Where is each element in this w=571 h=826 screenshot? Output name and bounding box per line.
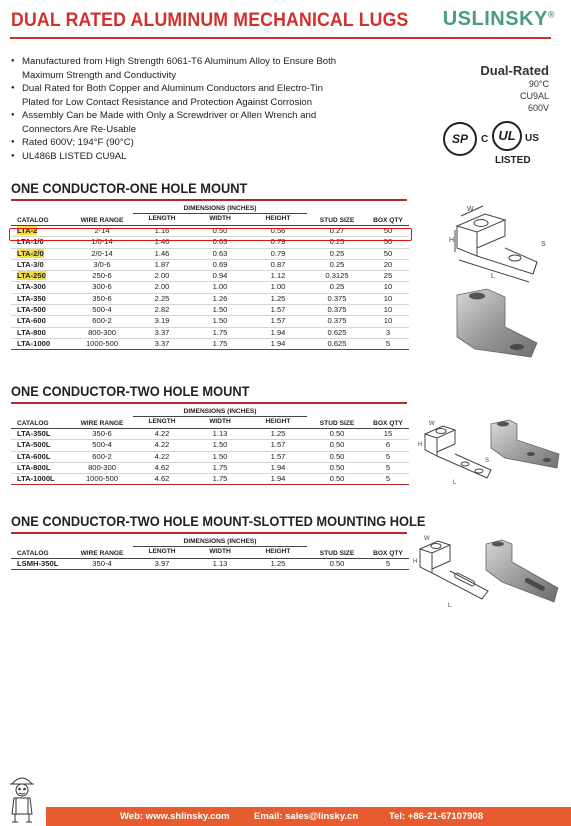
catalog-number: LTA-2/0 xyxy=(17,248,44,258)
col-dimensions: DIMENSIONS (INCHES) xyxy=(133,204,307,214)
length-value: 4.22 xyxy=(133,451,191,462)
us-mark: US xyxy=(525,133,539,144)
stud-size-value: 0.50 xyxy=(307,429,367,440)
catalog-number: LTA-600L xyxy=(11,451,71,462)
wire-range: 300-6 xyxy=(71,282,133,293)
registered-mark: ® xyxy=(547,9,555,20)
col-box-qty: BOX QTY xyxy=(367,204,409,226)
width-value: 1.50 xyxy=(191,305,249,316)
diagram-label-h: H xyxy=(413,559,418,565)
height-value: 1.94 xyxy=(249,462,307,473)
height-value: 1.25 xyxy=(249,293,307,304)
height-value: 0.87 xyxy=(249,259,307,270)
diagram-label-l: L xyxy=(448,603,452,609)
wire-range: 600-2 xyxy=(71,316,133,327)
wire-range: 600-2 xyxy=(71,451,133,462)
table-row[interactable] xyxy=(11,559,409,570)
diagram-label-h: H xyxy=(418,442,423,448)
page-title: DUAL RATED ALUMINUM MECHANICAL LUGS xyxy=(11,10,409,31)
listed-label: LISTED xyxy=(495,155,531,166)
catalog-number: LTA-500 xyxy=(11,305,71,316)
wire-range: 350-6 xyxy=(71,429,133,440)
wire-range: 350-6 xyxy=(71,293,133,304)
height-value: 1.25 xyxy=(249,559,307,570)
col-catalog: CATALOG xyxy=(11,204,71,226)
col-height: HEIGHT xyxy=(249,214,307,226)
catalog-number: LTA-350 xyxy=(11,293,71,304)
feature-item: ● Assembly Can be Made with Only a Screwdriver or Allen Wrench and Connectors Are Re-Usable xyxy=(11,109,341,136)
section-rule xyxy=(11,532,407,534)
section-title-slotted: ONE CONDUCTOR-TWO HOLE MOUNT-SLOTTED MOUNTING HOLE xyxy=(11,514,426,529)
catalog-number: LTA-500L xyxy=(11,440,71,451)
table-row[interactable] xyxy=(11,338,409,349)
col-wire-range: WIRE RANGE xyxy=(71,204,133,226)
certification-marks xyxy=(443,117,553,169)
height-value: 1.57 xyxy=(249,305,307,316)
length-value: 2.25 xyxy=(133,293,191,304)
selected-row-outline xyxy=(9,228,412,241)
two-hole-lug-diagram xyxy=(413,420,493,488)
box-qty-value: 3 xyxy=(367,327,409,338)
width-value: 1.50 xyxy=(191,316,249,327)
catalog-number: LTA-600 xyxy=(11,316,71,327)
stud-size-value: 0.50 xyxy=(307,474,367,485)
height-value: 1.57 xyxy=(249,440,307,451)
slotted-lug-photo xyxy=(480,538,562,612)
catalog-number: LTA-1000L xyxy=(11,474,71,485)
col-stud-size: STUD SIZE xyxy=(307,204,367,226)
ul-logo-icon: UL xyxy=(492,121,522,151)
box-qty-value: 5 xyxy=(367,559,409,570)
diagram-label-h: H xyxy=(449,237,455,244)
table-row[interactable] xyxy=(11,462,409,473)
length-value: 4.22 xyxy=(133,429,191,440)
wire-range: 500-4 xyxy=(71,440,133,451)
height-value: 1.57 xyxy=(249,451,307,462)
diagram-label-l: L xyxy=(491,273,495,280)
stud-size-value: 0.27 xyxy=(307,226,367,237)
col-catalog: CATALOG xyxy=(11,537,71,559)
width-value: 1.00 xyxy=(191,282,249,293)
table-row[interactable] xyxy=(11,293,409,304)
width-value: 1.13 xyxy=(191,559,249,570)
box-qty-value: 5 xyxy=(367,338,409,349)
height-value: 1.94 xyxy=(249,474,307,485)
stud-size-value: 0.375 xyxy=(307,305,367,316)
box-qty-value: 10 xyxy=(367,282,409,293)
width-value: 1.75 xyxy=(191,338,249,349)
width-value: 0.94 xyxy=(191,271,249,282)
table-row[interactable] xyxy=(11,440,409,451)
rating-material: CU9AL xyxy=(519,91,549,101)
worker-mascot-icon xyxy=(4,772,40,824)
section-title-one-hole: ONE CONDUCTOR-ONE HOLE MOUNT xyxy=(11,181,248,196)
width-value: 1.50 xyxy=(191,440,249,451)
box-qty-value: 50 xyxy=(367,237,409,248)
footer-web[interactable]: Web: www.shlinsky.com xyxy=(120,811,230,822)
catalog-number: LTA-1000 xyxy=(11,338,71,349)
width-value: 1.75 xyxy=(191,327,249,338)
rating-voltage: 600V xyxy=(527,103,549,113)
stud-size-value: 0.50 xyxy=(307,559,367,570)
length-value: 3.97 xyxy=(133,559,191,570)
wire-range: 350-4 xyxy=(71,559,133,570)
one-hole-lug-photo xyxy=(447,287,542,362)
height-value: 0.79 xyxy=(249,237,307,248)
catalog-number: LTA-250 xyxy=(17,271,46,281)
stud-size-value: 0.25 xyxy=(307,282,367,293)
height-value: 1.94 xyxy=(249,327,307,338)
col-stud-size: STUD SIZE xyxy=(307,407,367,429)
box-qty-value: 5 xyxy=(367,462,409,473)
table-row[interactable] xyxy=(11,248,409,259)
box-qty-value: 5 xyxy=(367,451,409,462)
stud-size-value: 0.625 xyxy=(307,338,367,349)
height-value: 1.57 xyxy=(249,316,307,327)
stud-size-value: 0.50 xyxy=(307,462,367,473)
col-dimensions: DIMENSIONS (INCHES) xyxy=(133,537,307,547)
height-value: 0.79 xyxy=(249,248,307,259)
width-value: 0.63 xyxy=(191,248,249,259)
stud-size-value: 0.25 xyxy=(307,248,367,259)
catalog-number: LTA-800L xyxy=(11,462,71,473)
col-length: LENGTH xyxy=(133,214,191,226)
box-qty-value: 10 xyxy=(367,293,409,304)
table-row[interactable] xyxy=(11,474,409,485)
rating-block xyxy=(480,63,549,114)
col-length: LENGTH xyxy=(133,417,191,429)
feature-item: ● UL486B LISTED CU9AL xyxy=(11,150,341,164)
c-mark: C xyxy=(481,134,489,145)
footer-contact-bar xyxy=(46,807,571,826)
wire-range: 3/0-6 xyxy=(71,259,133,270)
width-value: 0.63 xyxy=(191,237,249,248)
length-value: 3.37 xyxy=(133,327,191,338)
diagram-label-w: W xyxy=(424,536,430,542)
diagram-label-w: W xyxy=(429,421,435,427)
box-qty-value: 10 xyxy=(367,316,409,327)
col-dimensions: DIMENSIONS (INCHES) xyxy=(133,407,307,417)
length-value: 3.37 xyxy=(133,338,191,349)
box-qty-value: 15 xyxy=(367,429,409,440)
length-value: 1.16 xyxy=(133,226,191,237)
catalog-number: LTA-800 xyxy=(11,327,71,338)
slotted-rows xyxy=(11,559,409,570)
two-hole-lug-photo xyxy=(485,418,563,480)
stud-size-value: 0.50 xyxy=(307,440,367,451)
box-qty-value: 20 xyxy=(367,259,409,270)
col-height: HEIGHT xyxy=(249,417,307,429)
height-value: 1.12 xyxy=(249,271,307,282)
length-value: 1.46 xyxy=(133,237,191,248)
width-value: 1.13 xyxy=(191,429,249,440)
csa-logo-icon: SP xyxy=(443,122,477,156)
two-hole-mount-table xyxy=(11,407,409,485)
length-value: 4.62 xyxy=(133,462,191,473)
stud-size-value: 0.25 xyxy=(307,259,367,270)
height-value: 1.25 xyxy=(249,429,307,440)
table-row[interactable] xyxy=(11,327,409,338)
diagram-label-l: L xyxy=(453,480,457,486)
wire-range: 1/0-14 xyxy=(71,237,133,248)
stud-size-value: 0.3125 xyxy=(307,271,367,282)
wire-range: 800-300 xyxy=(71,327,133,338)
col-box-qty: BOX QTY xyxy=(367,537,409,559)
footer-email[interactable]: Email: sales@linsky.cn xyxy=(254,811,359,822)
table-row[interactable] xyxy=(11,316,409,327)
stud-size-value: 0.625 xyxy=(307,327,367,338)
catalog-number: LTA-350L xyxy=(11,429,71,440)
box-qty-value: 25 xyxy=(367,271,409,282)
stud-size-value: 0.50 xyxy=(307,451,367,462)
width-value: 0.69 xyxy=(191,259,249,270)
height-value: 1.94 xyxy=(249,338,307,349)
catalog-number: LTA-300 xyxy=(11,282,71,293)
feature-list xyxy=(11,55,341,163)
stud-size-value: 0.25 xyxy=(307,237,367,248)
one-hole-rows xyxy=(11,226,409,350)
catalog-number: LSMH-350L xyxy=(11,559,71,570)
col-width: WIDTH xyxy=(191,214,249,226)
col-box-qty: BOX QTY xyxy=(367,407,409,429)
width-value: 1.50 xyxy=(191,451,249,462)
stud-size-value: 0.375 xyxy=(307,316,367,327)
col-stud-size: STUD SIZE xyxy=(307,537,367,559)
length-value: 1.87 xyxy=(133,259,191,270)
height-value: 1.00 xyxy=(249,282,307,293)
wire-range: 800-300 xyxy=(71,462,133,473)
diagram-label-w: W xyxy=(467,206,474,213)
two-hole-rows xyxy=(11,429,409,485)
section-rule xyxy=(11,199,407,201)
wire-range: 500-4 xyxy=(71,305,133,316)
length-value: 4.62 xyxy=(133,474,191,485)
box-qty-value: 50 xyxy=(367,226,409,237)
box-qty-value: 6 xyxy=(367,440,409,451)
wire-range: 1000-500 xyxy=(71,474,133,485)
footer-tel[interactable]: Tel: +86-21-67107908 xyxy=(389,811,484,822)
length-value: 2.00 xyxy=(133,271,191,282)
table-row[interactable] xyxy=(11,259,409,270)
diagram-label-s: S xyxy=(541,241,546,248)
feature-item: ● Dual Rated for Both Copper and Aluminum Conductors and Electro-Tin Plated for Low Contact Resistance and Protection Against Corrosion xyxy=(11,82,341,109)
col-catalog: CATALOG xyxy=(11,407,71,429)
table-row[interactable] xyxy=(11,429,409,440)
height-value: 0.56 xyxy=(249,226,307,237)
col-length: LENGTH xyxy=(133,547,191,559)
col-width: WIDTH xyxy=(191,417,249,429)
length-value: 1.46 xyxy=(133,248,191,259)
box-qty-value: 50 xyxy=(367,248,409,259)
table-row[interactable] xyxy=(11,305,409,316)
width-value: 0.50 xyxy=(191,226,249,237)
wire-range: 1000-500 xyxy=(71,338,133,349)
table-row[interactable] xyxy=(11,282,409,293)
slotted-hole-table xyxy=(11,537,409,570)
col-wire-range: WIRE RANGE xyxy=(71,537,133,559)
length-value: 2.82 xyxy=(133,305,191,316)
one-hole-mount-table xyxy=(11,204,409,350)
feature-item: ● Rated 600V; 194°F (90°C) xyxy=(11,136,341,150)
feature-item: ● Manufactured from High Strength 6061-T6 Aluminum Alloy to Ensure Both Maximum Strength and Conductivity xyxy=(11,55,341,82)
box-qty-value: 5 xyxy=(367,474,409,485)
title-rule xyxy=(10,37,551,39)
width-value: 1.75 xyxy=(191,474,249,485)
rating-title: Dual-Rated xyxy=(480,63,549,78)
length-value: 3.19 xyxy=(133,316,191,327)
stud-size-value: 0.375 xyxy=(307,293,367,304)
col-width: WIDTH xyxy=(191,547,249,559)
catalog-number: LTA-1/0 xyxy=(11,237,71,248)
wire-range: 250-6 xyxy=(71,271,133,282)
catalog-number: LTA-3/0 xyxy=(11,259,71,270)
section-title-two-hole: ONE CONDUCTOR-TWO HOLE MOUNT xyxy=(11,384,250,399)
section-rule xyxy=(11,402,407,404)
table-row[interactable] xyxy=(11,451,409,462)
table-row[interactable] xyxy=(11,271,409,282)
one-hole-lug-diagram xyxy=(437,196,557,286)
wire-range: 2/0-14 xyxy=(71,248,133,259)
rating-temperature: 90°C xyxy=(528,79,549,89)
brand-name: USLINSKY xyxy=(442,8,548,30)
width-value: 1.26 xyxy=(191,293,249,304)
length-value: 4.22 xyxy=(133,440,191,451)
width-value: 1.75 xyxy=(191,462,249,473)
catalog-number: LTA-2 xyxy=(17,226,38,235)
col-height: HEIGHT xyxy=(249,547,307,559)
diagram-label-s: S xyxy=(485,458,490,464)
length-value: 2.00 xyxy=(133,282,191,293)
wire-range: 2-14 xyxy=(71,226,133,237)
brand-logo xyxy=(443,8,555,31)
box-qty-value: 10 xyxy=(367,305,409,316)
col-wire-range: WIRE RANGE xyxy=(71,407,133,429)
